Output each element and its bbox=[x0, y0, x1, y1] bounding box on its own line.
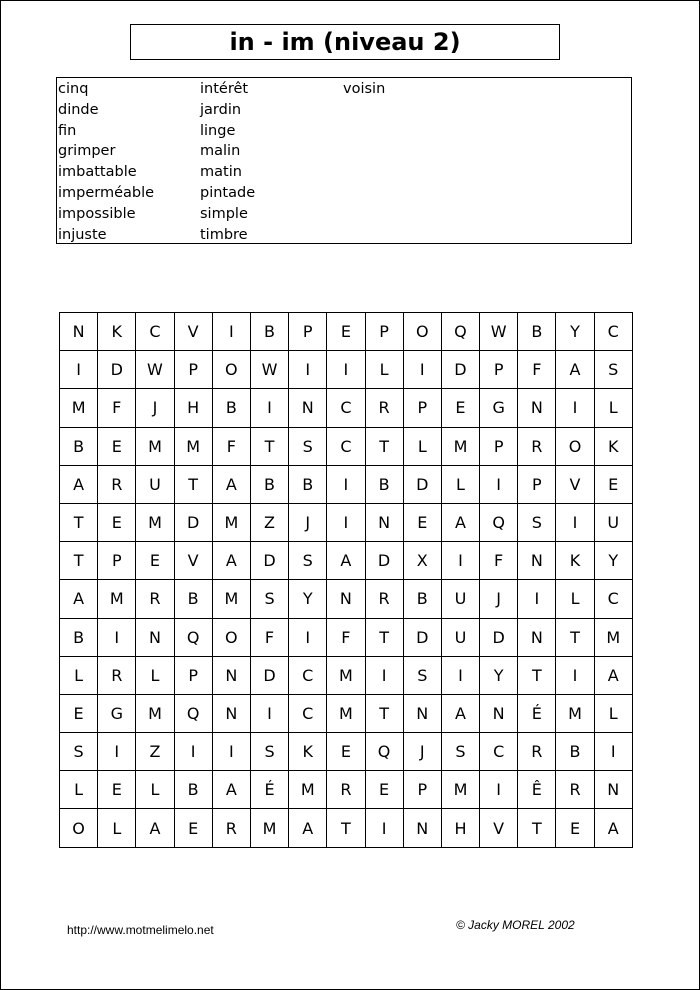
grid-cell[interactable]: T bbox=[60, 504, 98, 542]
grid-cell[interactable]: E bbox=[366, 771, 404, 809]
grid-cell[interactable]: I bbox=[327, 466, 365, 504]
grid-cell[interactable]: E bbox=[98, 504, 136, 542]
grid-cell[interactable]: L bbox=[556, 580, 594, 618]
grid-cell[interactable]: P bbox=[175, 657, 213, 695]
grid-cell[interactable]: S bbox=[251, 580, 289, 618]
grid-cell[interactable]: D bbox=[480, 619, 518, 657]
grid-cell[interactable]: I bbox=[556, 504, 594, 542]
word-list-column bbox=[200, 79, 255, 245]
grid-cell[interactable]: B bbox=[213, 389, 251, 427]
grid-cell[interactable]: T bbox=[327, 809, 365, 847]
grid-cell[interactable]: L bbox=[60, 657, 98, 695]
site-url[interactable]: http://www.motmelimelo.net bbox=[67, 923, 214, 937]
grid-cell[interactable]: L bbox=[60, 771, 98, 809]
grid-cell[interactable]: U bbox=[595, 504, 633, 542]
grid-cell[interactable]: P bbox=[289, 313, 327, 351]
grid-cell[interactable]: S bbox=[251, 733, 289, 771]
grid-cell[interactable]: N bbox=[136, 619, 174, 657]
grid-cell[interactable]: V bbox=[480, 809, 518, 847]
grid-cell[interactable]: F bbox=[518, 351, 556, 389]
grid-cell[interactable]: P bbox=[480, 428, 518, 466]
grid-cell[interactable]: S bbox=[518, 504, 556, 542]
grid-cell[interactable]: E bbox=[556, 809, 594, 847]
grid-cell[interactable]: M bbox=[251, 809, 289, 847]
grid-cell[interactable]: B bbox=[518, 313, 556, 351]
grid-cell[interactable]: I bbox=[556, 657, 594, 695]
word-list-item: cinq bbox=[58, 81, 89, 97]
grid-cell[interactable]: A bbox=[136, 809, 174, 847]
grid-cell[interactable]: G bbox=[98, 695, 136, 733]
grid-cell[interactable]: A bbox=[213, 771, 251, 809]
grid-cell[interactable]: C bbox=[595, 313, 633, 351]
grid-cell[interactable]: P bbox=[518, 466, 556, 504]
grid-cell[interactable]: M bbox=[442, 771, 480, 809]
grid-cell[interactable]: A bbox=[595, 657, 633, 695]
grid-cell[interactable]: L bbox=[442, 466, 480, 504]
grid-cell[interactable]: A bbox=[213, 542, 251, 580]
grid-cell[interactable]: S bbox=[289, 428, 327, 466]
grid-cell[interactable]: G bbox=[480, 389, 518, 427]
grid-cell[interactable]: Q bbox=[480, 504, 518, 542]
word-list-box bbox=[56, 77, 632, 244]
grid-cell[interactable]: I bbox=[213, 733, 251, 771]
grid-cell[interactable]: F bbox=[251, 619, 289, 657]
grid-cell[interactable]: N bbox=[60, 313, 98, 351]
grid-cell[interactable]: D bbox=[442, 351, 480, 389]
word-list-item: grimper bbox=[58, 143, 116, 160]
grid-cell[interactable]: I bbox=[480, 466, 518, 504]
grid-cell[interactable]: M bbox=[327, 695, 365, 733]
word-list-column bbox=[343, 79, 385, 100]
word-list-item: matin bbox=[200, 164, 242, 181]
grid-cell[interactable]: I bbox=[327, 504, 365, 542]
grid-cell[interactable]: I bbox=[213, 313, 251, 351]
grid-cell[interactable]: N bbox=[518, 542, 556, 580]
grid-cell[interactable]: L bbox=[136, 771, 174, 809]
word-list-item: imperméable bbox=[58, 184, 155, 201]
grid-cell[interactable]: D bbox=[175, 504, 213, 542]
grid-cell[interactable]: I bbox=[595, 733, 633, 771]
word-list-item: jardin bbox=[200, 101, 242, 118]
word-list-item: intérêt bbox=[200, 81, 249, 97]
grid-cell[interactable]: P bbox=[366, 313, 404, 351]
grid-cell[interactable]: B bbox=[556, 733, 594, 771]
grid-cell[interactable]: V bbox=[556, 466, 594, 504]
grid-cell[interactable]: O bbox=[556, 428, 594, 466]
grid-cell[interactable]: I bbox=[366, 657, 404, 695]
grid-cell[interactable]: N bbox=[518, 619, 556, 657]
grid-cell[interactable]: R bbox=[518, 428, 556, 466]
grid-cell[interactable]: F bbox=[327, 619, 365, 657]
grid-cell[interactable]: I bbox=[251, 389, 289, 427]
grid-cell[interactable]: D bbox=[98, 351, 136, 389]
grid-cell[interactable]: V bbox=[175, 313, 213, 351]
grid-cell[interactable]: H bbox=[175, 389, 213, 427]
grid-cell[interactable]: K bbox=[98, 313, 136, 351]
grid-cell[interactable]: N bbox=[213, 657, 251, 695]
grid-cell[interactable]: T bbox=[518, 809, 556, 847]
grid-cell[interactable]: S bbox=[442, 733, 480, 771]
grid-cell[interactable]: W bbox=[136, 351, 174, 389]
grid-cell[interactable]: I bbox=[404, 351, 442, 389]
grid-cell[interactable]: Y bbox=[595, 542, 633, 580]
grid-cell[interactable]: P bbox=[175, 351, 213, 389]
grid-cell[interactable]: R bbox=[98, 657, 136, 695]
grid-cell[interactable]: E bbox=[327, 733, 365, 771]
grid-cell[interactable]: A bbox=[60, 580, 98, 618]
word-list-item: imbattable bbox=[58, 164, 137, 181]
grid-cell[interactable]: L bbox=[136, 657, 174, 695]
grid-cell[interactable]: A bbox=[327, 542, 365, 580]
word-list-item: impossible bbox=[58, 205, 136, 222]
grid-cell[interactable]: T bbox=[518, 657, 556, 695]
grid-cell[interactable]: I bbox=[175, 733, 213, 771]
grid-cell[interactable]: A bbox=[60, 466, 98, 504]
grid-cell[interactable]: M bbox=[442, 428, 480, 466]
grid-cell[interactable]: C bbox=[480, 733, 518, 771]
grid-cell[interactable]: D bbox=[251, 542, 289, 580]
word-search-grid bbox=[59, 312, 633, 848]
grid-cell[interactable]: J bbox=[404, 733, 442, 771]
grid-cell[interactable]: I bbox=[480, 771, 518, 809]
grid-cell[interactable]: O bbox=[60, 809, 98, 847]
grid-cell[interactable]: P bbox=[480, 351, 518, 389]
grid-cell[interactable]: M bbox=[175, 428, 213, 466]
grid-cell[interactable]: N bbox=[366, 504, 404, 542]
grid-cell[interactable]: P bbox=[98, 542, 136, 580]
grid-cell[interactable]: N bbox=[595, 771, 633, 809]
grid-cell[interactable]: L bbox=[595, 695, 633, 733]
grid-cell[interactable]: B bbox=[289, 466, 327, 504]
grid-cell[interactable]: R bbox=[327, 771, 365, 809]
grid-cell[interactable]: X bbox=[404, 542, 442, 580]
grid-cell[interactable]: O bbox=[404, 313, 442, 351]
grid-cell[interactable]: E bbox=[98, 771, 136, 809]
grid-cell[interactable]: N bbox=[404, 809, 442, 847]
grid-cell[interactable]: N bbox=[480, 695, 518, 733]
copyright-text: © Jacky MOREL 2002 bbox=[456, 918, 575, 932]
grid-cell[interactable]: C bbox=[289, 657, 327, 695]
grid-cell[interactable]: B bbox=[251, 466, 289, 504]
grid-cell[interactable]: N bbox=[404, 695, 442, 733]
grid-cell[interactable]: B bbox=[175, 771, 213, 809]
grid-cell[interactable]: N bbox=[213, 695, 251, 733]
grid-cell[interactable]: Q bbox=[442, 313, 480, 351]
grid-cell[interactable]: B bbox=[60, 619, 98, 657]
grid-cell[interactable]: A bbox=[289, 809, 327, 847]
grid-cell[interactable]: I bbox=[366, 809, 404, 847]
grid-cell[interactable]: U bbox=[136, 466, 174, 504]
grid-cell[interactable]: I bbox=[98, 619, 136, 657]
grid-cell[interactable]: E bbox=[98, 428, 136, 466]
grid-cell[interactable]: T bbox=[60, 542, 98, 580]
grid-cell[interactable]: L bbox=[98, 809, 136, 847]
grid-cell[interactable]: R bbox=[366, 580, 404, 618]
grid-cell[interactable]: E bbox=[327, 313, 365, 351]
grid-cell[interactable]: W bbox=[251, 351, 289, 389]
grid-cell[interactable]: L bbox=[595, 389, 633, 427]
grid-cell[interactable]: T bbox=[366, 428, 404, 466]
grid-cell[interactable]: É bbox=[518, 695, 556, 733]
word-list-item: voisin bbox=[343, 81, 386, 97]
grid-cell[interactable]: S bbox=[404, 657, 442, 695]
grid-cell[interactable]: P bbox=[404, 389, 442, 427]
grid-cell[interactable]: S bbox=[595, 351, 633, 389]
page-title: in - im (niveau 2) bbox=[130, 24, 560, 60]
word-list-item: injuste bbox=[58, 226, 107, 243]
word-list-item: simple bbox=[200, 205, 248, 222]
grid-cell[interactable]: R bbox=[213, 809, 251, 847]
word-list-item: dinde bbox=[58, 101, 99, 118]
grid-cell[interactable]: D bbox=[251, 657, 289, 695]
grid-cell[interactable]: M bbox=[595, 619, 633, 657]
grid-cell[interactable]: S bbox=[60, 733, 98, 771]
grid-cell[interactable]: E bbox=[175, 809, 213, 847]
grid-cell[interactable]: V bbox=[175, 542, 213, 580]
grid-cell[interactable]: I bbox=[289, 351, 327, 389]
grid-cell[interactable]: E bbox=[60, 695, 98, 733]
grid-cell[interactable]: K bbox=[556, 542, 594, 580]
grid-cell[interactable]: R bbox=[98, 466, 136, 504]
grid-cell[interactable]: E bbox=[595, 466, 633, 504]
word-list-item: fin bbox=[58, 122, 77, 139]
grid-cell[interactable]: D bbox=[404, 466, 442, 504]
grid-cell[interactable]: N bbox=[289, 389, 327, 427]
grid-cell[interactable]: B bbox=[366, 466, 404, 504]
grid-cell[interactable]: B bbox=[60, 428, 98, 466]
grid-cell[interactable]: I bbox=[60, 351, 98, 389]
grid-cell[interactable]: J bbox=[136, 389, 174, 427]
grid-cell[interactable]: D bbox=[366, 542, 404, 580]
grid-cell[interactable]: M bbox=[98, 580, 136, 618]
grid-cell[interactable]: I bbox=[518, 580, 556, 618]
grid-cell[interactable]: Q bbox=[366, 733, 404, 771]
grid-cell[interactable]: A bbox=[442, 504, 480, 542]
grid-cell[interactable]: A bbox=[595, 809, 633, 847]
grid-cell[interactable]: E bbox=[136, 542, 174, 580]
grid-cell[interactable]: B bbox=[251, 313, 289, 351]
grid-cell[interactable]: A bbox=[442, 695, 480, 733]
grid-cell[interactable]: M bbox=[136, 504, 174, 542]
grid-cell[interactable]: Y bbox=[480, 657, 518, 695]
grid-cell[interactable]: R bbox=[136, 580, 174, 618]
grid-cell[interactable]: H bbox=[442, 809, 480, 847]
grid-cell[interactable]: C bbox=[595, 580, 633, 618]
grid-cell[interactable]: M bbox=[136, 428, 174, 466]
grid-cell[interactable]: W bbox=[480, 313, 518, 351]
word-list-item: malin bbox=[200, 143, 241, 160]
grid-cell[interactable]: N bbox=[327, 580, 365, 618]
grid-cell[interactable]: E bbox=[404, 504, 442, 542]
grid-cell[interactable]: R bbox=[518, 733, 556, 771]
grid-cell[interactable]: K bbox=[289, 733, 327, 771]
grid-cell[interactable]: A bbox=[213, 466, 251, 504]
grid-cell[interactable]: M bbox=[327, 657, 365, 695]
grid-cell[interactable]: J bbox=[289, 504, 327, 542]
grid-cell[interactable]: Z bbox=[136, 733, 174, 771]
grid-cell[interactable]: I bbox=[289, 619, 327, 657]
grid-cell[interactable]: N bbox=[518, 389, 556, 427]
grid-cell[interactable]: R bbox=[366, 389, 404, 427]
grid-cell[interactable]: F bbox=[213, 428, 251, 466]
grid-cell[interactable]: U bbox=[442, 619, 480, 657]
grid-cell[interactable]: K bbox=[595, 428, 633, 466]
grid-cell[interactable]: C bbox=[327, 389, 365, 427]
grid-cell[interactable]: F bbox=[98, 389, 136, 427]
grid-cell[interactable]: I bbox=[327, 351, 365, 389]
grid-cell[interactable]: B bbox=[404, 580, 442, 618]
grid-cell[interactable]: M bbox=[60, 389, 98, 427]
grid-cell[interactable]: T bbox=[366, 619, 404, 657]
grid-cell[interactable]: Q bbox=[175, 695, 213, 733]
grid-cell[interactable]: I bbox=[442, 657, 480, 695]
grid-cell[interactable]: M bbox=[556, 695, 594, 733]
grid-cell[interactable]: Ê bbox=[518, 771, 556, 809]
grid-cell[interactable]: Z bbox=[251, 504, 289, 542]
grid-cell[interactable]: M bbox=[289, 771, 327, 809]
grid-cell[interactable]: C bbox=[136, 313, 174, 351]
grid-cell[interactable]: T bbox=[175, 466, 213, 504]
grid-cell[interactable]: B bbox=[175, 580, 213, 618]
grid-cell[interactable]: Q bbox=[175, 619, 213, 657]
grid-cell[interactable]: L bbox=[366, 351, 404, 389]
word-list-item: timbre bbox=[200, 226, 248, 243]
word-list-item: linge bbox=[200, 122, 236, 139]
grid-cell[interactable]: M bbox=[213, 504, 251, 542]
grid-cell[interactable]: O bbox=[213, 619, 251, 657]
grid-cell[interactable]: I bbox=[251, 695, 289, 733]
grid-cell[interactable]: Y bbox=[556, 313, 594, 351]
grid-cell[interactable]: É bbox=[251, 771, 289, 809]
grid-cell[interactable]: Y bbox=[289, 580, 327, 618]
grid-cell[interactable]: A bbox=[556, 351, 594, 389]
grid-cell[interactable]: I bbox=[98, 733, 136, 771]
word-list-column bbox=[58, 79, 154, 245]
grid-cell[interactable]: C bbox=[327, 428, 365, 466]
grid-cell[interactable]: J bbox=[480, 580, 518, 618]
grid-cell[interactable]: T bbox=[251, 428, 289, 466]
grid-cell[interactable]: S bbox=[289, 542, 327, 580]
grid-cell[interactable]: U bbox=[442, 580, 480, 618]
grid-cell[interactable]: F bbox=[480, 542, 518, 580]
grid-cell[interactable]: P bbox=[404, 771, 442, 809]
grid-cell[interactable]: O bbox=[213, 351, 251, 389]
grid-cell[interactable]: D bbox=[404, 619, 442, 657]
grid-cell[interactable]: M bbox=[213, 580, 251, 618]
grid-cell[interactable]: C bbox=[289, 695, 327, 733]
grid-cell[interactable]: T bbox=[556, 619, 594, 657]
grid-cell[interactable]: T bbox=[366, 695, 404, 733]
grid-cell[interactable]: E bbox=[442, 389, 480, 427]
grid-cell[interactable]: I bbox=[442, 542, 480, 580]
word-list-item: pintade bbox=[200, 184, 256, 201]
grid-cell[interactable]: M bbox=[136, 695, 174, 733]
grid-cell[interactable]: I bbox=[556, 389, 594, 427]
grid-cell[interactable]: L bbox=[404, 428, 442, 466]
grid-cell[interactable]: R bbox=[556, 771, 594, 809]
